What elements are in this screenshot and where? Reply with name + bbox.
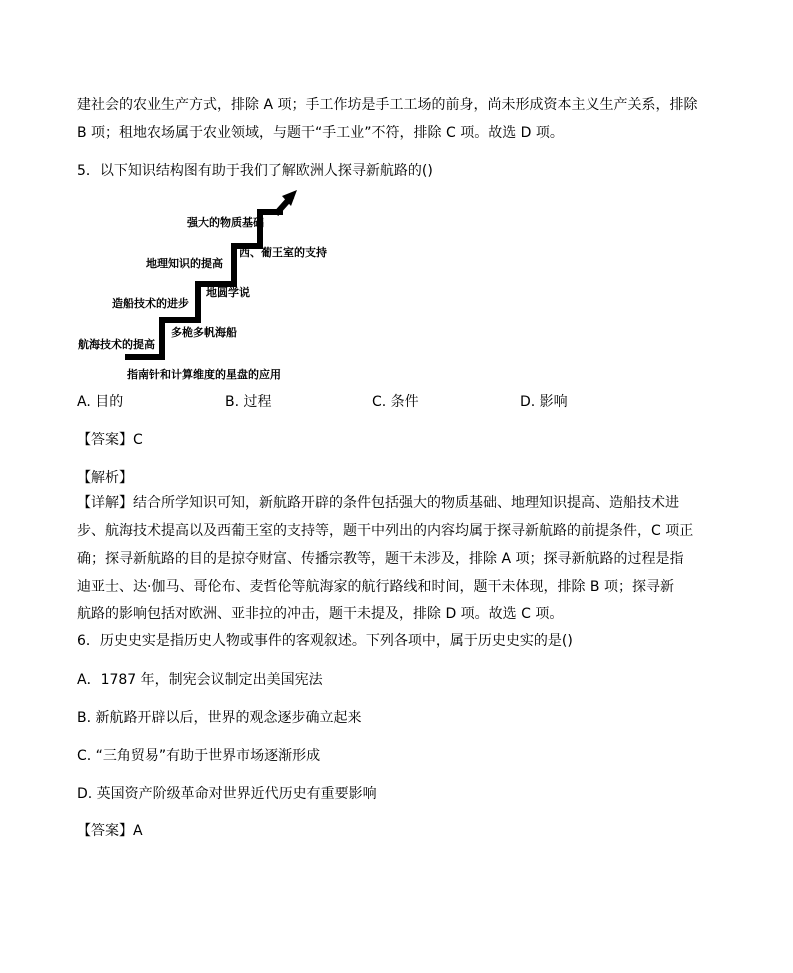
diagram-left-label-2: 造船技术的进步 <box>112 297 189 310</box>
intro-line-1: 建社会的农业生产方式，排除 A 项；手工作坊是手工工场的前身，尚未形成资本主义生产关系，排除 <box>77 97 698 113</box>
q5-stem: 5．以下知识结构图有助于我们了解欧洲人探寻新航路的() <box>77 163 433 179</box>
q6-option-d: D. 英国资产阶级革命对世界近代历史有重要影响 <box>77 786 377 802</box>
diagram-right-label-1: 指南针和计算维度的星盘的应用 <box>127 368 281 381</box>
q5-option-a: A. 目的 <box>77 394 124 410</box>
q5-analysis-title: 【解析】 <box>77 470 133 486</box>
q5-option-d: D. 影响 <box>520 394 568 410</box>
diagram-left-label-4: 强大的物质基础 <box>187 216 264 229</box>
diagram-right-label-4: 西、葡王室的支持 <box>239 246 327 259</box>
q5-analysis-line-5: 航路的影响包括对欧洲、亚非拉的冲击，题干未提及，排除 D 项。故选 C 项。 <box>77 606 564 622</box>
q5-analysis-line-2: 步、航海技术提高以及西葡王室的支持等，题干中列出的内容均属于探寻新航路的前提条件，C 项正 <box>77 523 694 539</box>
q5-answer: 【答案】C <box>77 432 143 448</box>
q6-option-a: A．1787 年，制宪会议制定出美国宪法 <box>77 672 323 688</box>
q5-analysis-line-1: 【详解】结合所学知识可知，新航路开辟的条件包括强大的物质基础、地理知识提高、造船技术进 <box>77 495 679 511</box>
diagram-left-label-3: 地理知识的提高 <box>146 257 223 270</box>
q6-option-c: C. “三角贸易”有助于世界市场逐渐形成 <box>77 748 321 764</box>
q6-stem: 6．历史史实是指历史人物或事件的客观叙述。下列各项中，属于历史史实的是() <box>77 633 573 649</box>
diagram-right-label-3: 地圆学说 <box>206 286 250 299</box>
intro-line-2: B 项；租地农场属于农业领域，与题干“手工业”不符，排除 C 项。故选 D 项。 <box>77 125 564 141</box>
q5-option-b: B. 过程 <box>225 394 272 410</box>
diagram-right-label-2: 多桅多帆海船 <box>171 326 237 339</box>
q6-answer: 【答案】A <box>77 823 143 839</box>
staircase-diagram <box>0 188 793 388</box>
q5-analysis-line-4: 迪亚士、达·伽马、哥伦布、麦哲伦等航海家的航行路线和时间，题干未体现，排除 B 项；探寻新 <box>77 579 674 595</box>
q5-analysis-line-3: 确；探寻新航路的目的是掠夺财富、传播宗教等，题干未涉及，排除 A 项；探寻新航路的过程是指 <box>77 551 684 567</box>
diagram-left-label-1: 航海技术的提高 <box>78 338 155 351</box>
q5-option-c: C. 条件 <box>372 394 419 410</box>
q6-option-b: B. 新航路开辟以后，世界的观念逐步确立起来 <box>77 710 362 726</box>
